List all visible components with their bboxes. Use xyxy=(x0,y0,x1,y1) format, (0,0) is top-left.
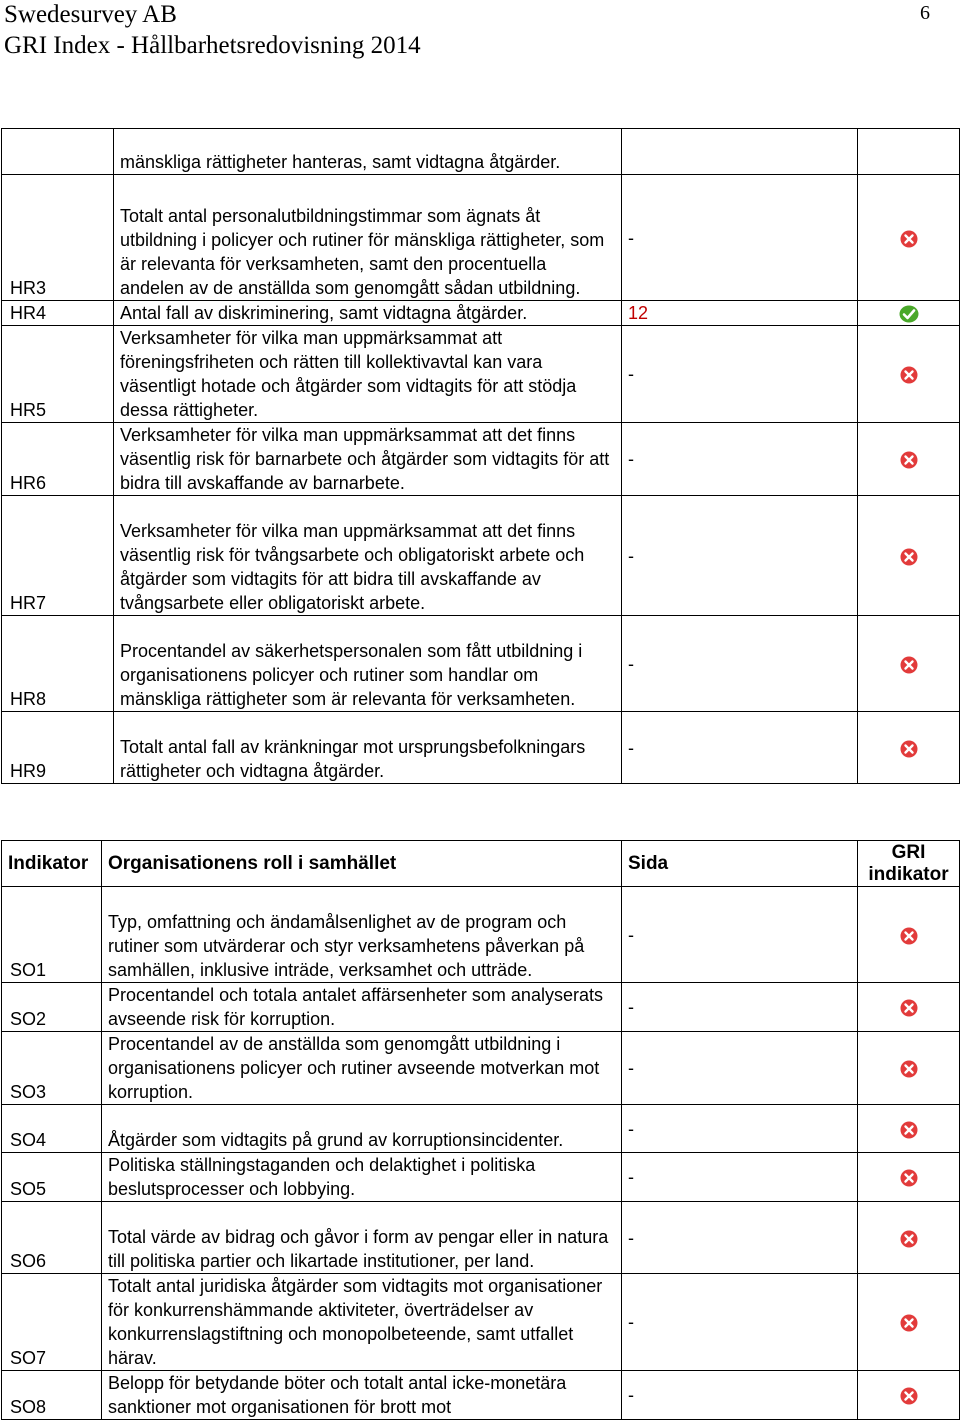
indicator-description: Procentandel och totala antalet affärsenheter som analyserats avseende risk för korruption. xyxy=(102,983,622,1032)
indicator-description: Åtgärder som vidtagits på grund av korruptionsincidenter. xyxy=(102,1105,622,1153)
reporting-status xyxy=(858,983,960,1032)
cross-icon xyxy=(900,997,918,1017)
reporting-status xyxy=(858,887,960,983)
table-row xyxy=(2,983,960,1032)
page-reference: - xyxy=(622,712,858,784)
indicator-code: SO6 xyxy=(2,1202,102,1274)
indicator-description: Belopp för betydande böter och totalt antal icke-monetära sanktioner mot organisationen för brott mot xyxy=(102,1371,622,1420)
table-row xyxy=(2,887,960,983)
hr-indicator-table xyxy=(1,128,960,784)
header-gri-indicator xyxy=(858,841,960,887)
reporting-status xyxy=(858,129,960,175)
indicator-code: SO3 xyxy=(2,1032,102,1105)
cross-icon xyxy=(900,1058,918,1078)
table-row xyxy=(2,326,960,423)
cross-icon xyxy=(900,364,918,384)
indicator-description: Antal fall av diskriminering, samt vidtagna åtgärder. xyxy=(114,301,622,326)
indicator-description: Totalt antal personalutbildningstimmar som ägnats åt utbildning i policyer och rutiner för mänskliga rättigheter, som är relevanta för verksamheten, samt den procentuella andelen av de anställda som genomgått sådan utbildning. xyxy=(114,175,622,301)
company-name: Swedesurvey AB xyxy=(4,1,177,28)
page-reference: - xyxy=(622,1105,858,1153)
indicator-code: HR3 xyxy=(2,175,114,301)
cross-icon xyxy=(900,449,918,469)
reporting-status xyxy=(858,326,960,423)
page-reference: - xyxy=(622,326,858,423)
header-gri-line1: GRI xyxy=(891,841,926,863)
table-row xyxy=(2,175,960,301)
page-reference: - xyxy=(622,1274,858,1371)
page-reference: - xyxy=(622,175,858,301)
indicator-description: mänskliga rättigheter hanteras, samt vidtagna åtgärder. xyxy=(114,129,622,175)
table-row xyxy=(2,1153,960,1202)
indicator-description: Totalt antal fall av kränkningar mot ursprungsbefolkningars rättigheter och vidtagna åtgärder. xyxy=(114,712,622,784)
table-row xyxy=(2,423,960,496)
cross-icon xyxy=(900,1228,918,1248)
indicator-description: Politiska ställningstaganden och delaktighet i politiska beslutsprocesser och lobbying. xyxy=(102,1153,622,1202)
indicator-code: HR9 xyxy=(2,712,114,784)
indicator-description: Verksamheter för vilka man uppmärksammat att det finns väsentlig risk för tvångsarbete och obligatoriskt arbete och åtgärder som vidtagits för att bidra till avskaffande av tvångsarbete eller obligatoriskt arbete. xyxy=(114,496,622,616)
reporting-status xyxy=(858,496,960,616)
table-row xyxy=(2,1274,960,1371)
header-gri-line2: indikator xyxy=(868,863,949,885)
cross-icon xyxy=(900,925,918,945)
indicator-code: HR5 xyxy=(2,326,114,423)
indicator-code: SO8 xyxy=(2,1371,102,1420)
reporting-status xyxy=(858,712,960,784)
table-row xyxy=(2,616,960,712)
page-reference: - xyxy=(622,423,858,496)
indicator-code: HR8 xyxy=(2,616,114,712)
header-topic: Organisationens roll i samhället xyxy=(102,841,622,887)
page-reference: - xyxy=(622,983,858,1032)
table-row xyxy=(2,301,960,326)
table-row xyxy=(2,1032,960,1105)
page-reference: 12 xyxy=(622,301,858,326)
indicator-description: Typ, omfattning och ändamålsenlighet av de program och rutiner som utvärderar och styr verksamhetens påverkan på samhällen, inklusive inträde, verksamhet och utträde. xyxy=(102,887,622,983)
indicator-code: SO1 xyxy=(2,887,102,983)
cross-icon xyxy=(900,546,918,566)
reporting-status xyxy=(858,1274,960,1371)
reporting-status xyxy=(858,301,960,326)
reporting-status xyxy=(858,1105,960,1153)
indicator-description: Verksamheter för vilka man uppmärksammat att det finns väsentlig risk för barnarbete och åtgärder som vidtagits för att bidra till avskaffande av barnarbete. xyxy=(114,423,622,496)
reporting-status xyxy=(858,1032,960,1105)
indicator-description: Verksamheter för vilka man uppmärksammat att föreningsfriheten och rätten till kollektivavtal kan vara väsentligt hotade och åtgärder som vidtagits för att stödja dessa rättigheter. xyxy=(114,326,622,423)
indicator-code: HR6 xyxy=(2,423,114,496)
indicator-description: Totalt antal juridiska åtgärder som vidtagits mot organisationer för konkurrenshämmande aktiviteter, överträdelser av konkurrenslagstiftning och monopolbeteende, samt utfallet härav. xyxy=(102,1274,622,1371)
indicator-code: SO5 xyxy=(2,1153,102,1202)
reporting-status xyxy=(858,1153,960,1202)
table-row xyxy=(2,129,960,175)
table-row xyxy=(2,1371,960,1420)
cross-icon xyxy=(900,738,918,758)
table-row xyxy=(2,496,960,616)
indicator-code: SO2 xyxy=(2,983,102,1032)
check-icon xyxy=(899,303,919,323)
page-reference: - xyxy=(622,887,858,983)
indicator-description: Total värde av bidrag och gåvor i form av pengar eller in natura till politiska partier och likartade institutioner, per land. xyxy=(102,1202,622,1274)
header-page: Sida xyxy=(622,841,858,887)
so-indicator-table xyxy=(1,840,960,1420)
page-reference: - xyxy=(622,1371,858,1420)
table-row xyxy=(2,1202,960,1274)
reporting-status xyxy=(858,1202,960,1274)
cross-icon xyxy=(900,1385,918,1405)
page-reference: - xyxy=(622,1202,858,1274)
page-reference: - xyxy=(622,616,858,712)
indicator-code: SO4 xyxy=(2,1105,102,1153)
indicator-code: HR7 xyxy=(2,496,114,616)
cross-icon xyxy=(900,654,918,674)
indicator-code: SO7 xyxy=(2,1274,102,1371)
cross-icon xyxy=(900,228,918,248)
page-reference: - xyxy=(622,1032,858,1105)
reporting-status xyxy=(858,616,960,712)
reporting-status xyxy=(858,175,960,301)
indicator-code: HR4 xyxy=(2,301,114,326)
cross-icon xyxy=(900,1312,918,1332)
cross-icon xyxy=(900,1167,918,1187)
document-title: GRI Index - Hållbarhetsredovisning 2014 xyxy=(4,32,421,59)
page-reference xyxy=(622,129,858,175)
cross-icon xyxy=(900,1119,918,1139)
indicator-description: Procentandel av säkerhetspersonalen som fått utbildning i organisationens policyer och rutiner som handlar om mänskliga rättigheter som är relevanta för verksamheten. xyxy=(114,616,622,712)
page-number: 6 xyxy=(920,2,930,24)
page-reference: - xyxy=(622,1153,858,1202)
indicator-code xyxy=(2,129,114,175)
header-indicator: Indikator xyxy=(2,841,102,887)
table-row xyxy=(2,712,960,784)
indicator-description: Procentandel av de anställda som genomgått utbildning i organisationens policyer och rutiner avseende motverkan mot korruption. xyxy=(102,1032,622,1105)
page-reference: - xyxy=(622,496,858,616)
table-row xyxy=(2,1105,960,1153)
reporting-status xyxy=(858,1371,960,1420)
reporting-status xyxy=(858,423,960,496)
